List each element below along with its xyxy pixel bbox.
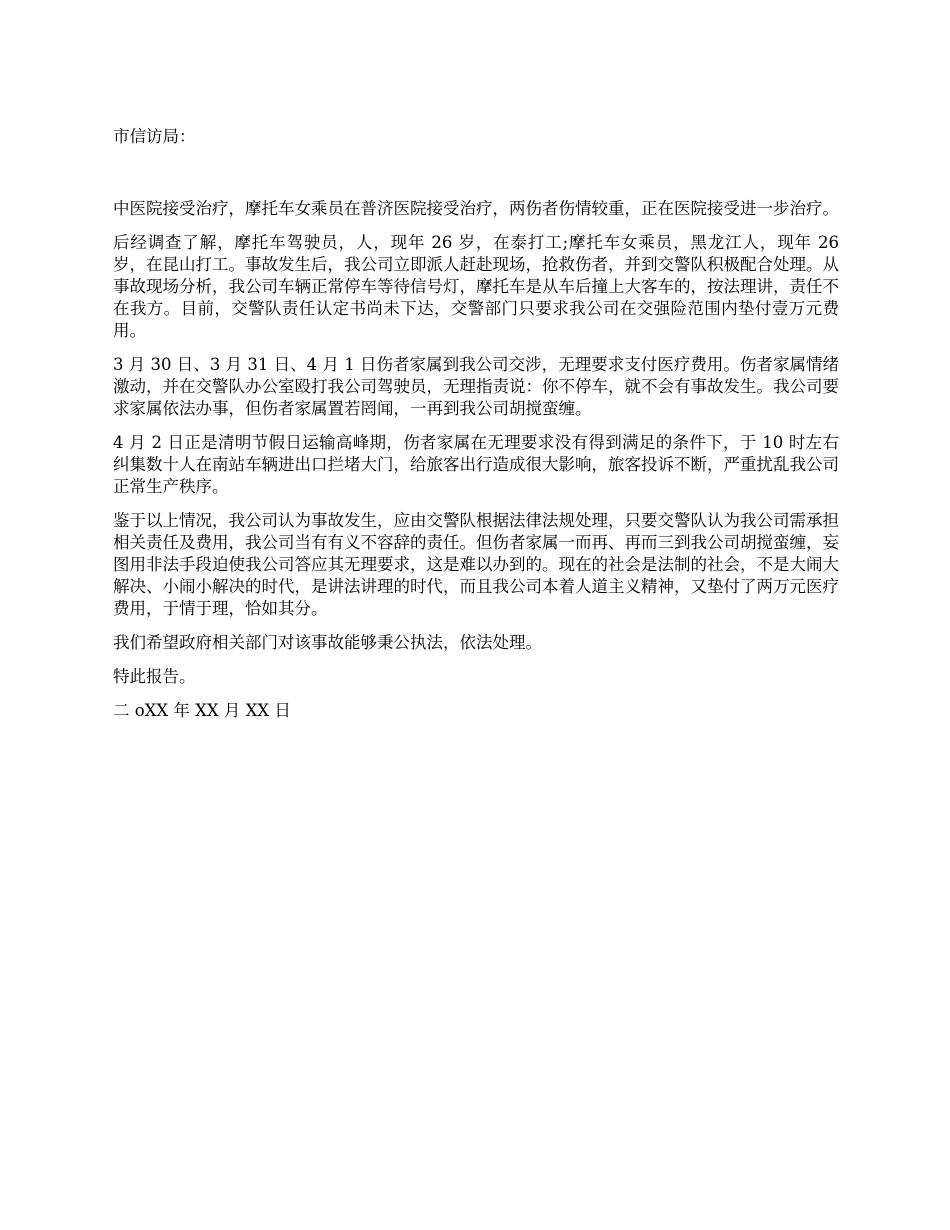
paragraph: 我们希望政府相关部门对该事故能够秉公执法，依法处理。 [113, 633, 542, 652]
salutation: 市信访局： [113, 127, 196, 146]
paragraph: 后经调查了解，摩托车驾驶员，人，现年 26 岁，在泰打工;摩托车女乘员，黑龙江人，现年 26 岁，在昆山打工。事故发生后，我公司立即派人赶赴现场，抢救伤者，并到交警队积极配合处理。从事故现场分析，我公司车辆正常停车等待信号灯，摩托车是从车后撞上大客车的，按法理讲，责任不在我方。目前，交警队责任认定书尚未下达，交警部门只要求我公司在交强险范围内垫付壹万元费用。 [113, 233, 839, 340]
closing-line: 特此报告。 [113, 667, 196, 686]
date-line: 二 oXX 年 XX 月 XX 日 [113, 701, 291, 720]
paragraph: 中医院接受治疗，摩托车女乘员在普济医院接受治疗，两伤者伤情较重，正在医院接受进一步治疗。 [113, 199, 839, 218]
paragraph: 鉴于以上情况，我公司认为事故发生，应由交警队根据法律法规处理，只要交警队认为我公司需承担相关责任及费用，我公司当有有义不容辞的责任。但伤者家属一而再、再而三到我公司胡搅蛮缠，妄图用非法手段迫使我公司答应其无理要求，这是难以办到的。现在的社会是法制的社会，不是大闹大解决、小闹小解决的时代，是讲法讲理的时代，而且我公司本着人道主义精神，又垫付了两万元医疗费用，于情于理，恰如其分。 [113, 511, 839, 618]
letter-body [113, 126, 839, 722]
paragraph: 3 月 30 日、3 月 31 日、4 月 1 日伤者家属到我公司交涉，无理要求支付医疗费用。伤者家属情绪激动，并在交警队办公室殴打我公司驾驶员，无理指责说：你不停车，就不会有事故发生。我公司要求家属依法办事，但伤者家属置若罔闻，一再到我公司胡搅蛮缠。 [113, 355, 839, 418]
paragraph: 4 月 2 日正是清明节假日运输高峰期，伤者家属在无理要求没有得到满足的条件下，于 10 时左右纠集数十人在南站车辆进出口拦堵大门，给旅客出行造成很大影响，旅客投诉不断，严重扰乱我公司正常生产秩序。 [113, 433, 839, 496]
